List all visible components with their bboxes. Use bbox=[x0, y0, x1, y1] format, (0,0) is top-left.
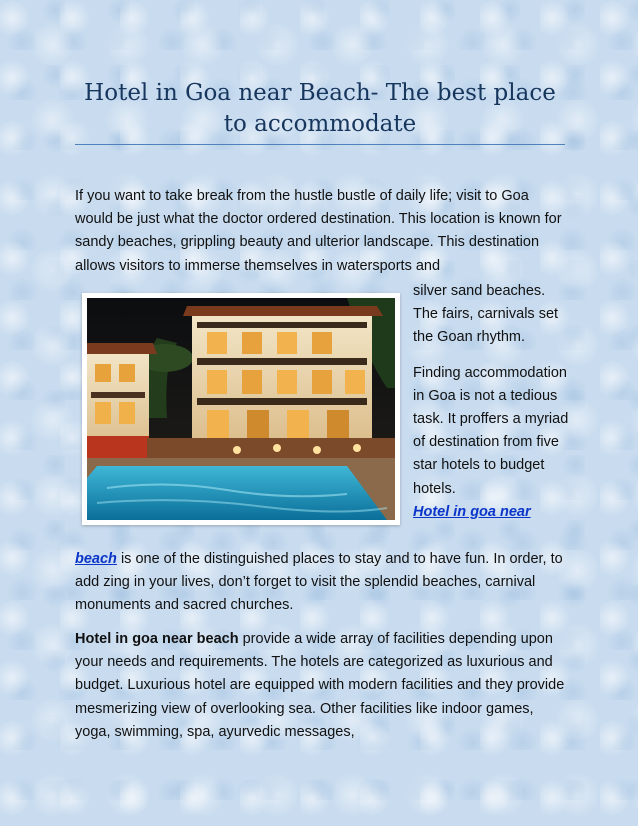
page-title: Hotel in Goa near Beach- The best place to accommodate bbox=[84, 80, 556, 137]
intro-paragraph: If you want to take break from the hustle bustle of daily life; visit to Goa would be just what the doctor ordered destination. This location is known for sandy beaches, grippling beauty and ulterior landscape. This destination allows visitors to immerse themselves in watersports and bbox=[75, 188, 562, 274]
facilities-bold-lead: Hotel in goa near beach bbox=[75, 631, 239, 647]
side-paragraph-2-text: Finding accommodation in Goa is not a tedious task. It proffers a myriad of destination from five star hotels to budget hotels. bbox=[413, 364, 569, 497]
side-paragraph-1: silver sand beaches. The fairs, carnivals set the Goan rhythm. bbox=[413, 283, 559, 346]
side-paragraph-2 bbox=[413, 362, 573, 524]
hotel-goa-beach-link-part2[interactable]: beach bbox=[75, 551, 117, 567]
hotel-pool-night-photo bbox=[87, 298, 395, 520]
facilities-text: provide a wide array of facilities depending upon your needs and requirements. The hotels are categorized as luxurious and budget. Luxurious hotel are equipped with modern facilities and they provide mesmerizing view of overlooking sea. Other facilities like indoor games, yoga, swimming, spa, ayurvedic messages, bbox=[75, 631, 565, 740]
facilities-paragraph bbox=[75, 628, 565, 744]
hotel-photo bbox=[82, 293, 400, 525]
link-paragraph bbox=[75, 548, 565, 618]
hotel-goa-beach-link-part1[interactable]: Hotel in goa near bbox=[413, 503, 531, 520]
side-column bbox=[413, 280, 573, 524]
title-divider bbox=[75, 144, 565, 145]
link-paragraph-text: is one of the distinguished places to stay and to have fun. In order, to add zing in your lives, don’t forget to visit the splendid beaches, carnival monuments and sacred churches. bbox=[75, 551, 563, 614]
